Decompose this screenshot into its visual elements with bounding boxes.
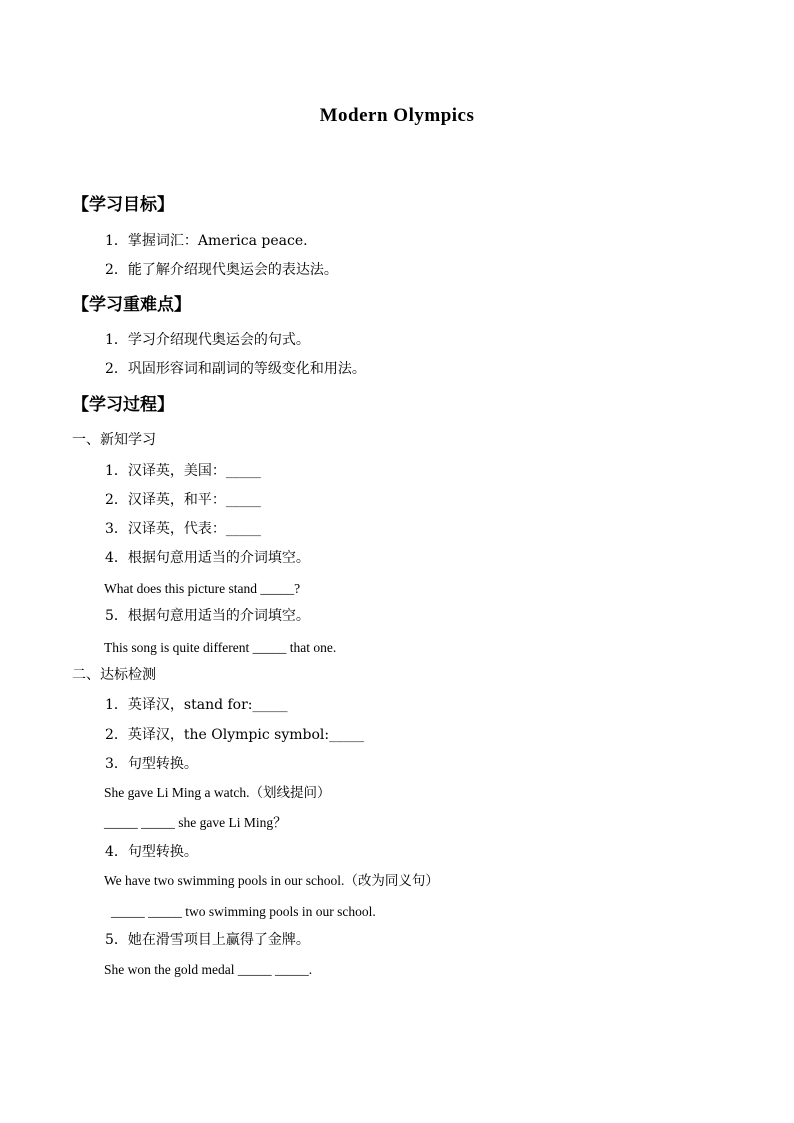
objective-line: 1．掌握词汇：America peace.	[105, 233, 308, 249]
exercise-sentence: She won the gold medal _____ _____.	[104, 962, 313, 977]
heading-process: 【学习过程】	[72, 395, 174, 415]
exercise-line: 2．英译汉，the Olympic symbol:_____	[105, 727, 365, 743]
section-title-new-learning: 一、新知学习	[72, 432, 156, 448]
document-title: Modern Olympics	[319, 105, 475, 126]
exercise-sentence: _____ _____ she gave Li Ming？	[104, 815, 287, 830]
exercise-line: 4．根据句意用适当的介词填空。	[105, 550, 310, 566]
exercise-sentence: This song is quite different _____ that one.	[104, 640, 337, 655]
exercise-line: 5．她在滑雪项目上赢得了金牌。	[105, 932, 310, 948]
heading-objectives: 【学习目标】	[72, 195, 174, 215]
exercise-line: 5．根据句意用适当的介词填空。	[105, 608, 310, 624]
exercise-line: 1．汉译英，美国：_____	[105, 463, 261, 479]
exercise-sentence: _____ _____ two swimming pools in our school.	[111, 904, 376, 919]
exercise-line: 1．英译汉，stand for:_____	[105, 697, 288, 713]
key-point-line: 1．学习介绍现代奥运会的句式。	[105, 332, 310, 348]
heading-key-points: 【学习重难点】	[72, 295, 191, 315]
exercise-line: 4．句型转换。	[105, 844, 198, 860]
exercise-line: 2．汉译英，和平：_____	[105, 492, 261, 508]
objective-line: 2．能了解介绍现代奥运会的表达法。	[105, 262, 338, 278]
exercise-line: 3．汉译英，代表：_____	[105, 521, 261, 537]
key-point-line: 2．巩固形容词和副词的等级变化和用法。	[105, 361, 366, 377]
exercise-sentence: We have two swimming pools in our school.（改为同义句）	[104, 873, 439, 888]
exercise-sentence: She gave Li Ming a watch.（划线提问）	[104, 785, 331, 800]
section-title-check: 二、达标检测	[72, 667, 156, 683]
exercise-sentence: What does this picture stand _____?	[104, 581, 301, 596]
exercise-line: 3．句型转换。	[105, 756, 198, 772]
